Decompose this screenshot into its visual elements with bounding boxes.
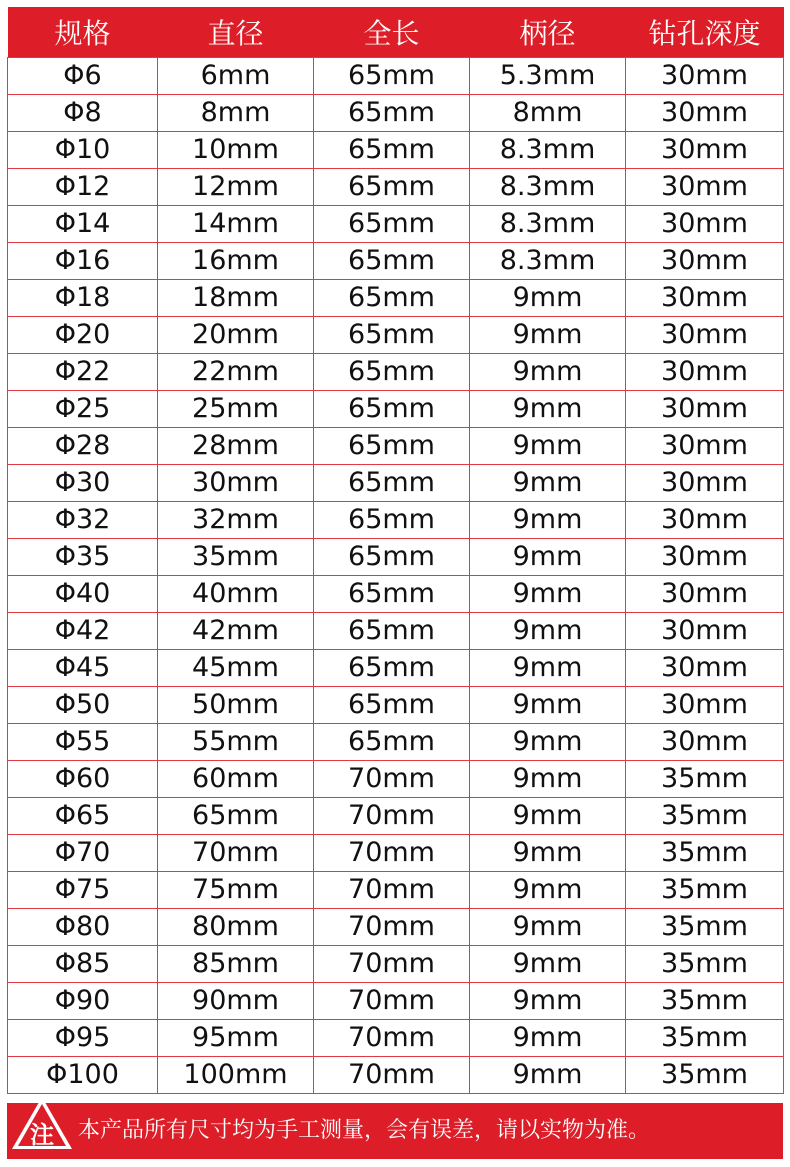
table-row <box>8 983 784 1020</box>
cell-total-length: 70mm <box>314 835 470 872</box>
cell-shank-diameter: 9mm <box>470 724 626 761</box>
cell-shank-diameter: 9mm <box>470 317 626 354</box>
cell-total-length: 70mm <box>314 946 470 983</box>
spec-table <box>7 7 784 1094</box>
cell-shank-diameter: 9mm <box>470 946 626 983</box>
table-row <box>8 465 784 502</box>
cell-spec: Φ20 <box>8 317 158 354</box>
cell-total-length: 70mm <box>314 1057 470 1094</box>
cell-shank-diameter: 8.3mm <box>470 206 626 243</box>
cell-total-length: 65mm <box>314 465 470 502</box>
cell-total-length: 70mm <box>314 1020 470 1057</box>
cell-drill-depth: 30mm <box>626 95 784 132</box>
cell-spec: Φ35 <box>8 539 158 576</box>
header-drill-depth: 钻孔深度 <box>626 7 784 58</box>
cell-diameter: 65mm <box>158 798 314 835</box>
cell-total-length: 65mm <box>314 132 470 169</box>
cell-shank-diameter: 9mm <box>470 539 626 576</box>
cell-total-length: 65mm <box>314 58 470 95</box>
cell-total-length: 65mm <box>314 724 470 761</box>
cell-drill-depth: 35mm <box>626 835 784 872</box>
header-spec: 规格 <box>8 7 158 58</box>
table-row <box>8 243 784 280</box>
cell-drill-depth: 35mm <box>626 872 784 909</box>
cell-shank-diameter: 9mm <box>470 1057 626 1094</box>
cell-diameter: 40mm <box>158 576 314 613</box>
cell-drill-depth: 30mm <box>626 502 784 539</box>
cell-spec: Φ70 <box>8 835 158 872</box>
cell-total-length: 65mm <box>314 576 470 613</box>
cell-shank-diameter: 9mm <box>470 687 626 724</box>
cell-diameter: 80mm <box>158 909 314 946</box>
cell-spec: Φ16 <box>8 243 158 280</box>
cell-shank-diameter: 9mm <box>470 650 626 687</box>
table-row <box>8 280 784 317</box>
cell-spec: Φ8 <box>8 95 158 132</box>
cell-diameter: 70mm <box>158 835 314 872</box>
cell-shank-diameter: 9mm <box>470 983 626 1020</box>
cell-spec: Φ14 <box>8 206 158 243</box>
header-diameter: 直径 <box>158 7 314 58</box>
cell-shank-diameter: 9mm <box>470 502 626 539</box>
cell-drill-depth: 30mm <box>626 687 784 724</box>
cell-total-length: 65mm <box>314 428 470 465</box>
cell-drill-depth: 30mm <box>626 576 784 613</box>
cell-drill-depth: 35mm <box>626 983 784 1020</box>
cell-total-length: 70mm <box>314 798 470 835</box>
cell-diameter: 32mm <box>158 502 314 539</box>
note-text: 本产品所有尺寸均为手工测量，会有误差，请以实物为准。 <box>78 1118 651 1143</box>
cell-total-length: 65mm <box>314 206 470 243</box>
cell-shank-diameter: 9mm <box>470 391 626 428</box>
cell-shank-diameter: 8.3mm <box>470 132 626 169</box>
table-row <box>8 132 784 169</box>
cell-total-length: 65mm <box>314 613 470 650</box>
table-row <box>8 539 784 576</box>
table-row <box>8 1057 784 1094</box>
cell-diameter: 60mm <box>158 761 314 798</box>
table-row <box>8 798 784 835</box>
table-row <box>8 391 784 428</box>
cell-diameter: 25mm <box>158 391 314 428</box>
table-row <box>8 946 784 983</box>
cell-spec: Φ90 <box>8 983 158 1020</box>
cell-total-length: 70mm <box>314 983 470 1020</box>
cell-diameter: 16mm <box>158 243 314 280</box>
cell-spec: Φ60 <box>8 761 158 798</box>
header-shank-diameter: 柄径 <box>470 7 626 58</box>
cell-drill-depth: 30mm <box>626 428 784 465</box>
cell-drill-depth: 30mm <box>626 539 784 576</box>
cell-diameter: 8mm <box>158 95 314 132</box>
cell-spec: Φ55 <box>8 724 158 761</box>
cell-total-length: 65mm <box>314 95 470 132</box>
cell-spec: Φ95 <box>8 1020 158 1057</box>
cell-drill-depth: 30mm <box>626 317 784 354</box>
table-row <box>8 206 784 243</box>
cell-total-length: 65mm <box>314 687 470 724</box>
cell-drill-depth: 35mm <box>626 909 784 946</box>
cell-drill-depth: 30mm <box>626 280 784 317</box>
cell-drill-depth: 30mm <box>626 724 784 761</box>
cell-diameter: 14mm <box>158 206 314 243</box>
table-row <box>8 354 784 391</box>
cell-total-length: 65mm <box>314 391 470 428</box>
cell-diameter: 50mm <box>158 687 314 724</box>
table-row <box>8 576 784 613</box>
cell-spec: Φ80 <box>8 909 158 946</box>
cell-shank-diameter: 9mm <box>470 872 626 909</box>
cell-shank-diameter: 9mm <box>470 280 626 317</box>
cell-total-length: 65mm <box>314 650 470 687</box>
cell-spec: Φ22 <box>8 354 158 391</box>
cell-drill-depth: 30mm <box>626 613 784 650</box>
table-row <box>8 169 784 206</box>
cell-total-length: 65mm <box>314 539 470 576</box>
cell-diameter: 10mm <box>158 132 314 169</box>
cell-drill-depth: 30mm <box>626 132 784 169</box>
cell-diameter: 22mm <box>158 354 314 391</box>
cell-diameter: 90mm <box>158 983 314 1020</box>
cell-diameter: 20mm <box>158 317 314 354</box>
cell-diameter: 42mm <box>158 613 314 650</box>
cell-spec: Φ10 <box>8 132 158 169</box>
cell-spec: Φ32 <box>8 502 158 539</box>
cell-drill-depth: 30mm <box>626 58 784 95</box>
note-mark: 注 <box>30 1121 54 1149</box>
table-row <box>8 317 784 354</box>
cell-spec: Φ100 <box>8 1057 158 1094</box>
cell-diameter: 35mm <box>158 539 314 576</box>
cell-shank-diameter: 9mm <box>470 835 626 872</box>
cell-diameter: 55mm <box>158 724 314 761</box>
cell-drill-depth: 35mm <box>626 1057 784 1094</box>
cell-total-length: 70mm <box>314 872 470 909</box>
cell-shank-diameter: 9mm <box>470 613 626 650</box>
cell-spec: Φ6 <box>8 58 158 95</box>
cell-spec: Φ45 <box>8 650 158 687</box>
cell-total-length: 65mm <box>314 502 470 539</box>
cell-shank-diameter: 9mm <box>470 465 626 502</box>
table-row <box>8 687 784 724</box>
cell-drill-depth: 30mm <box>626 206 784 243</box>
cell-diameter: 6mm <box>158 58 314 95</box>
cell-diameter: 30mm <box>158 465 314 502</box>
cell-total-length: 65mm <box>314 354 470 391</box>
cell-drill-depth: 30mm <box>626 169 784 206</box>
cell-shank-diameter: 9mm <box>470 761 626 798</box>
cell-shank-diameter: 8.3mm <box>470 243 626 280</box>
cell-diameter: 12mm <box>158 169 314 206</box>
table-row <box>8 428 784 465</box>
table-header <box>8 7 784 58</box>
table-row <box>8 724 784 761</box>
table-row <box>8 835 784 872</box>
cell-shank-diameter: 5.3mm <box>470 58 626 95</box>
table-row <box>8 909 784 946</box>
cell-spec: Φ12 <box>8 169 158 206</box>
cell-diameter: 18mm <box>158 280 314 317</box>
cell-spec: Φ42 <box>8 613 158 650</box>
table-row <box>8 502 784 539</box>
cell-drill-depth: 35mm <box>626 761 784 798</box>
cell-spec: Φ85 <box>8 946 158 983</box>
cell-total-length: 65mm <box>314 317 470 354</box>
header-row <box>8 7 784 58</box>
cell-total-length: 65mm <box>314 243 470 280</box>
cell-drill-depth: 35mm <box>626 1020 784 1057</box>
cell-drill-depth: 30mm <box>626 354 784 391</box>
cell-diameter: 75mm <box>158 872 314 909</box>
cell-drill-depth: 30mm <box>626 465 784 502</box>
cell-total-length: 70mm <box>314 761 470 798</box>
header-total-length: 全长 <box>314 7 470 58</box>
cell-shank-diameter: 9mm <box>470 1020 626 1057</box>
cell-drill-depth: 35mm <box>626 946 784 983</box>
table-row <box>8 761 784 798</box>
cell-spec: Φ75 <box>8 872 158 909</box>
cell-total-length: 70mm <box>314 909 470 946</box>
table-row <box>8 613 784 650</box>
cell-shank-diameter: 8.3mm <box>470 169 626 206</box>
table-row <box>8 872 784 909</box>
table-row <box>8 650 784 687</box>
cell-total-length: 65mm <box>314 169 470 206</box>
cell-diameter: 45mm <box>158 650 314 687</box>
cell-spec: Φ25 <box>8 391 158 428</box>
cell-shank-diameter: 9mm <box>470 909 626 946</box>
cell-spec: Φ28 <box>8 428 158 465</box>
cell-total-length: 65mm <box>314 280 470 317</box>
cell-diameter: 100mm <box>158 1057 314 1094</box>
cell-drill-depth: 30mm <box>626 243 784 280</box>
cell-spec: Φ30 <box>8 465 158 502</box>
table-body <box>8 58 784 1094</box>
cell-shank-diameter: 8mm <box>470 95 626 132</box>
cell-shank-diameter: 9mm <box>470 798 626 835</box>
cell-spec: Φ65 <box>8 798 158 835</box>
cell-drill-depth: 35mm <box>626 798 784 835</box>
cell-diameter: 28mm <box>158 428 314 465</box>
cell-spec: Φ18 <box>8 280 158 317</box>
cell-diameter: 85mm <box>158 946 314 983</box>
cell-drill-depth: 30mm <box>626 650 784 687</box>
cell-spec: Φ50 <box>8 687 158 724</box>
table-row <box>8 1020 784 1057</box>
cell-drill-depth: 30mm <box>626 391 784 428</box>
cell-shank-diameter: 9mm <box>470 576 626 613</box>
cell-shank-diameter: 9mm <box>470 428 626 465</box>
cell-diameter: 95mm <box>158 1020 314 1057</box>
cell-spec: Φ40 <box>8 576 158 613</box>
table-row <box>8 95 784 132</box>
cell-shank-diameter: 9mm <box>470 354 626 391</box>
table-row <box>8 58 784 95</box>
